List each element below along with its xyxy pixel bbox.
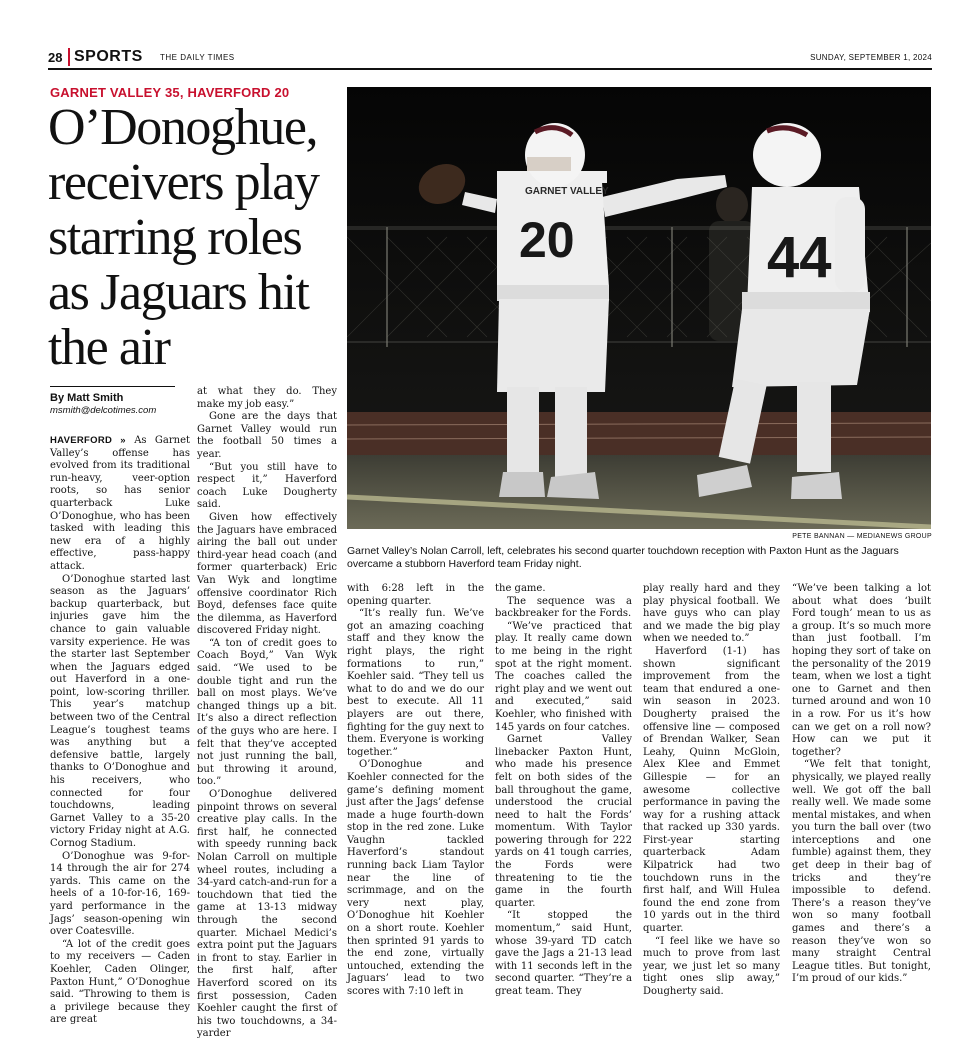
byline-rule xyxy=(50,386,175,387)
paragraph: O’Donoghue delivered pinpoint throws on several creative play calls. In the first half, he connected with speedy running back Nolan Carroll on multiple wheel routes, including a 34-yard catch-and-run for a touchdown that tied the game at 13-13 midway through the second quarter. Michael Medici’s extra point put the Jaguars in front to stay. Earlier in the first half, after Haverford scored on its first possession, Caden Koehler caught the first of his two touchdowns, a 34-yarder xyxy=(197,789,337,1040)
article-column-6 xyxy=(792,583,931,986)
score-kicker: GARNET VALLEY 35, HAVERFORD 20 xyxy=(50,85,290,100)
article-column-1 xyxy=(50,435,190,1027)
paragraph: “It’s really fun. We’ve got an amazing coaching staff and they know the right plays, the right formations to run,” Koehler said. “They tell us what to do and we do our best to execute. All 11 players are out there, fighting for the guy next to them. Everyone is working together.” xyxy=(347,608,484,758)
paragraph: with 6:28 left in the opening quarter. xyxy=(347,583,484,607)
jersey-left-team: GARNET VALLEY xyxy=(525,186,609,197)
jersey-left-number: 20 xyxy=(519,212,575,268)
masthead-rule xyxy=(48,68,932,70)
paragraph: “We’ve practiced that play. It really came down to me being in the right spot at the right moment. The coaches called the right play and we went out and executed,” said Koehler, who finished with 145 yards on four catches. xyxy=(495,620,632,733)
article-column-2 xyxy=(197,386,337,1041)
paragraph: “We’ve been talking a lot about what does ‘built Ford tough’ mean to us as a group. It’s so much more than just football. I’m hoping they sort of take on the personality of the 2019 team, when we lost a tight one to Garnet and then turned around and won 10 in a row. For us it’s how can we get on a roll now? How can we put it together? xyxy=(792,583,931,758)
game-photo xyxy=(347,87,931,529)
article-column-4 xyxy=(495,583,632,999)
paragraph: at what they do. They make my job easy.” xyxy=(197,386,337,410)
article-column-3 xyxy=(347,583,484,999)
paragraph: O’Donoghue was 9-for-14 through the air for 274 yards. This came on the heels of a 10-for-16, 169-yard performance in the Jags’ season-opening win over Coatesville. xyxy=(50,850,190,938)
paragraph: Haverford (1-1) has shown significant improvement from the team that endured a one-win season in 2023. Dougherty praised the offensive line — composed of Brendan Walker, Sean Leahy, Quinn McGloin, Alex Klee and Emmet Gillespie — for an awesome collective performance in paving the way for a rushing attack that racked up 330 yards. First-year starting quarterback Adam Kilpatrick had two touchdown runs in the first half, and Will Hulea found the end zone from 10 yards out in the third quarter. xyxy=(643,645,780,935)
dateline: HAVERFORD » xyxy=(50,435,126,446)
headline: O’Donoghue, receivers play starring roles as Jaguars hit the air xyxy=(48,99,319,376)
section-name: SPORTS xyxy=(74,48,143,65)
section-divider xyxy=(68,48,70,66)
paragraph: The sequence was a backbreaker for the Fords. xyxy=(495,595,632,620)
photo-caption: Garnet Valley’s Nolan Carroll, left, celebrates his second quarter touchdown reception with Paxton Hunt as the Jaguars overcame a stubborn Haverford team Friday night. xyxy=(347,545,899,570)
article-column-5 xyxy=(643,583,780,999)
paragraph: “But you still have to respect it,” Haverford coach Luke Dougherty said. xyxy=(197,461,337,511)
issue-date: SUNDAY, SEPTEMBER 1, 2024 xyxy=(810,53,932,62)
author-email: msmith@delcotimes.com xyxy=(50,405,157,416)
paragraph: the game. xyxy=(495,583,546,594)
newspaper-name: THE DAILY TIMES xyxy=(160,53,235,62)
paragraph: Gone are the days that Garnet Valley would run the football 50 times a year. xyxy=(197,411,337,460)
paragraph: Garnet Valley linebacker Paxton Hunt, who made his presence felt on both sides of the ball throughout the game, understood the crucial need to halt the Fords’ momentum. With Taylor powering through for 222 yards on 41 tough carries, the Fords were threatening to tie the game in the fourth quarter. xyxy=(495,734,632,909)
paragraph: “We felt that tonight, physically, we played really well. We got off the ball really well. We made some mental mistakes, and when you turn the ball over (two interceptions and one fumble) against them, they get deep in their bag of tricks and they’re impossible to defend. There’s a reason they’ve won so many football games and there’s a reason they’ve won so many straight Central League titles. But tonight, I’m proud of our kids.” xyxy=(792,759,931,985)
byline: By Matt Smith xyxy=(50,392,124,404)
paragraph: play really hard and they play physical football. We have guys who can play and we made the big play when we needed to.” xyxy=(643,583,780,645)
paragraph: “A ton of credit goes to Coach Boyd,” Van Wyk said. “We used to be double tight and run the ball on most plays. We’ve changed things up a bit. It’s also a direct reflection of the guys who are here. I felt that they’ve accepted not just running the ball, but throwing it around, too.” xyxy=(197,637,337,788)
paragraph: O’Donoghue and Koehler connected for the game’s defining moment just after the Jags’ defense made a huge fourth-down stop in the red zone. Luke Vaughn tackled Haverford’s standout running back Liam Taylor near the line of scrimmage, and on the very next play, O’Donoghue hit Koehler on a short route. Koehler then sprinted 91 yards to the end zone, virtually untouched, extending the Jaguars’ lead to two scores with 7:10 left in xyxy=(347,759,484,997)
paragraph: Given how effectively the Jaguars have embraced airing the ball out under third-year head coach (and former quarterback) Eric Van Wyk and longtime offensive coordinator Rich Boyd, defenses face quite the dilemma, as Haverford discovered Friday night. xyxy=(197,511,337,637)
paragraph: O’Donoghue started last season as the Jaguars’ backup quarterback, but injuries gave him the chance to gain valuable varsity experience. He was the starter last September when the Jaguars edged out Haverford in a one-point, low-scoring thriller. This year’s matchup between two of the Central League’s toughest teams was anything but a defensive battle, largely thanks to O’Donoghue and his receivers, who connected for four touchdowns, leading Garnet Valley to a 35-20 victory Friday night at A.G. Cornog Stadium. xyxy=(50,573,190,849)
jersey-right-number: 44 xyxy=(767,225,832,290)
paragraph: “A lot of the credit goes to my receivers — Caden Koehler, Caden Olinger, Paxton Hunt,” O’Donoghue said. “Throwing to them is a privilege because they are great xyxy=(50,938,190,1026)
photo-illustration xyxy=(347,87,931,529)
paragraph: “I feel like we have so much to prove from last year, we just let so many tight ones slip away,” Dougherty said. xyxy=(643,935,780,997)
photo-credit: PETE BANNAN — MEDIANEWS GROUP xyxy=(792,533,932,540)
paragraph: HAVERFORD » As Garnet Valley’s offense has evolved from its traditional run-heavy, veer-option roots, so has senior quarterback Luke O’Donoghue, who has been tasked with leading this new era of a highly effective, pass-happy attack. xyxy=(50,435,191,572)
page-number: 28 xyxy=(48,50,63,65)
masthead xyxy=(48,48,932,68)
paragraph: “It stopped the momentum,” said Hunt, whose 39-yard TD catch gave the Jags a 21-13 lead with 11 seconds left in the second quarter. “They’re a great team. They xyxy=(495,910,632,997)
